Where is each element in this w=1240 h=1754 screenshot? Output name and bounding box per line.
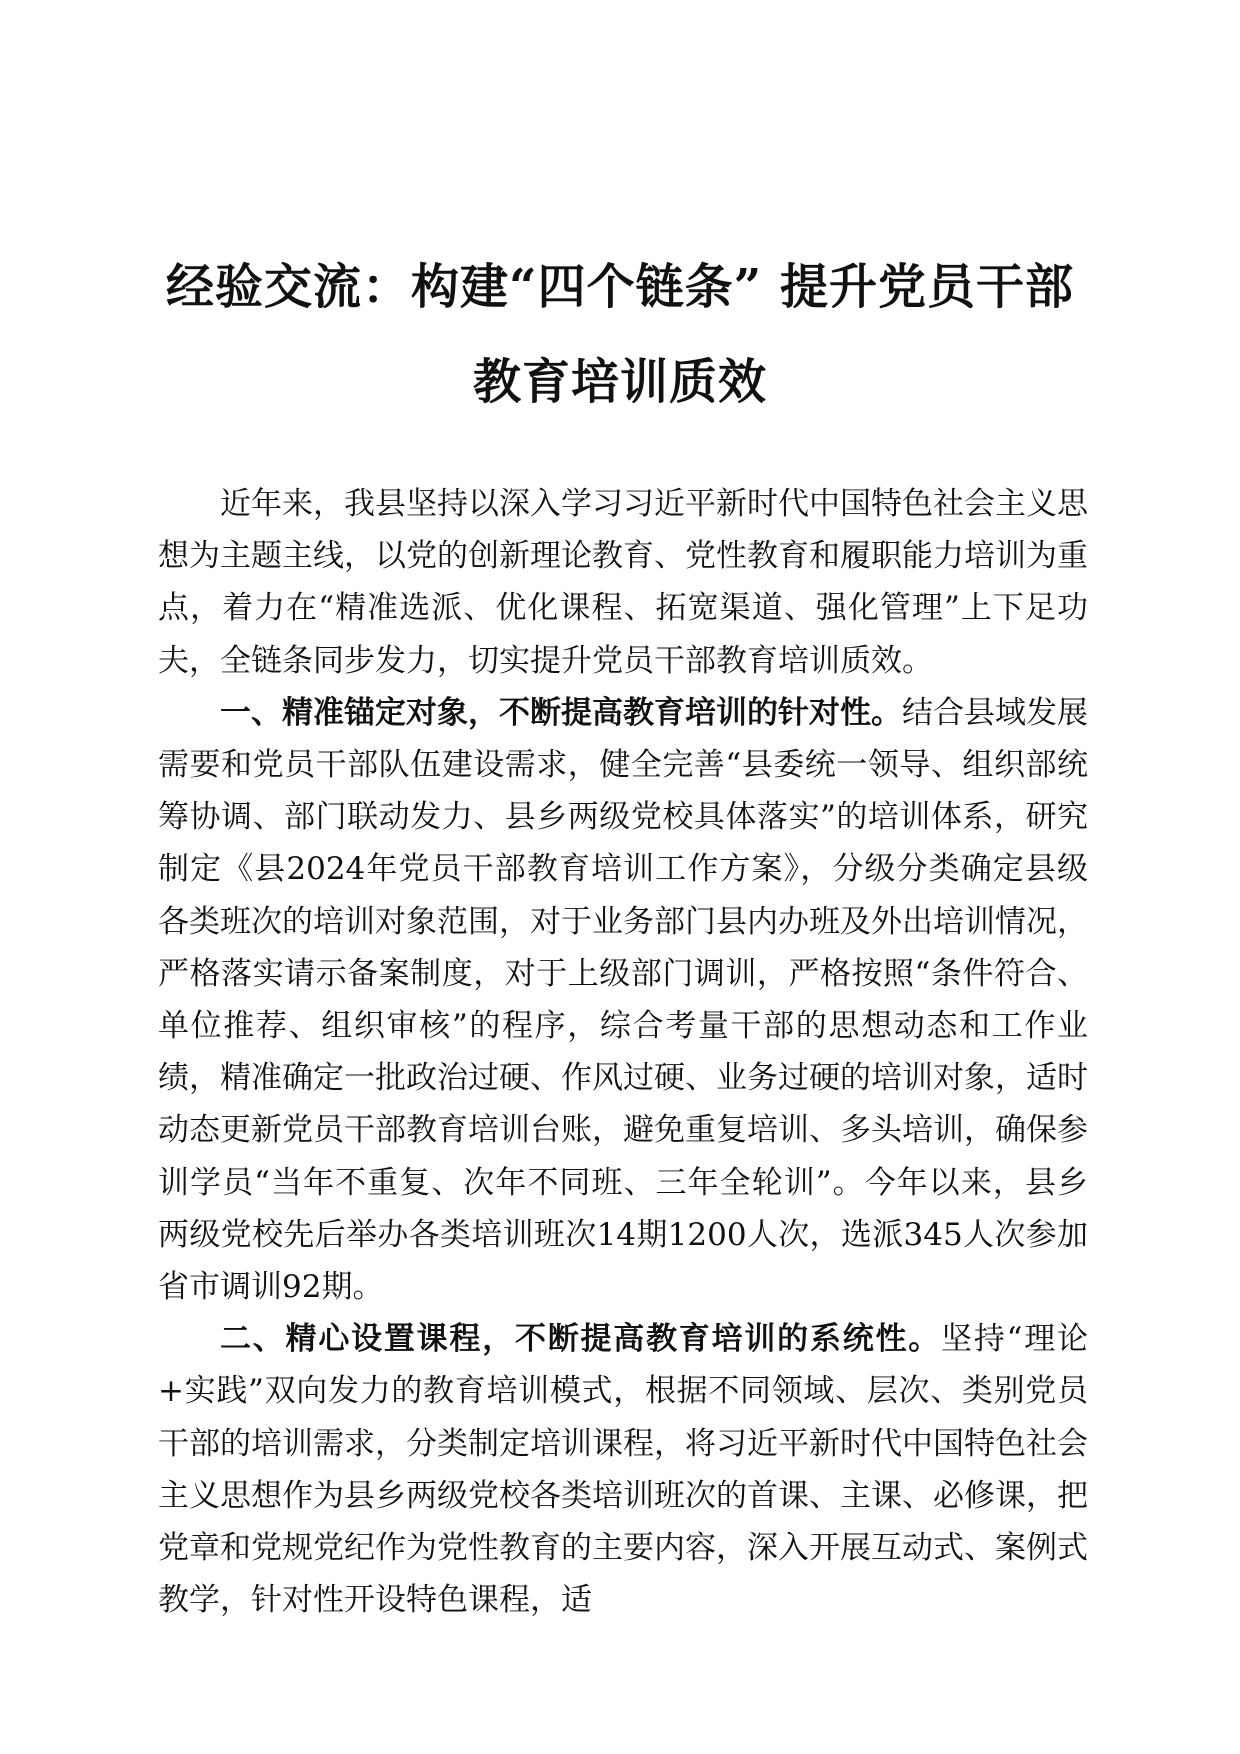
- document-body: [158, 478, 1088, 1626]
- paragraph-section-2: [158, 1313, 1088, 1626]
- document-title-line-1: 经验交流：构建“四个链条” 提升党员干部: [166, 259, 1074, 315]
- paragraph-section-1: [158, 687, 1088, 1313]
- paragraph-intro: [158, 478, 1088, 687]
- paragraph-text: 结合县域发展需要和党员干部队伍建设需求，健全完善“县委统一领导、组织部统筹协调、部门联动发力、县乡两级党校具体落实”的培训体系，研究制定《县2024年党员干部教育培训工作方案》，分级分类确定县级各类班次的培训对象范围，对于业务部门县内办班及外出培训情况，严格落实请示备案制度，对于上级部门调训，严格按照“条件符合、单位推荐、组织审核”的程序，综合考量干部的思想动态和工作业绩，精准确定一批政治过硬、作风过硬、业务过硬的培训对象，适时动态更新党员干部教育培训台账，避免重复培训、多头培训，确保参训学员“当年不重复、次年不同班、三年全轮训”。今年以来，县乡两级党校先后举办各类培训班次14期1200人次，选派345人次参加省市调训92期。: [158, 694, 1088, 1306]
- section-heading: 一、精准锚定对象，不断提高教育培训的针对性。: [220, 694, 902, 731]
- paragraph-text: 坚持“理论+实践”双向发力的教育培训模式，根据不同领域、层次、类别党员干部的培训需求，分类制定培训课程，将习近平新时代中国特色社会主义思想作为县乡两级党校各类培训班次的首课、主课、必修课，把党章和党规党纪作为党性教育的主要内容，深入开展互动式、案例式教学，针对性开设特色课程，适: [158, 1321, 1088, 1619]
- paragraph-text: 近年来，我县坚持以深入学习习近平新时代中国特色社会主义思想为主题主线，以党的创新理论教育、党性教育和履职能力培训为重点，着力在“精准选派、优化课程、拓宽渠道、强化管理”上下足功夫，全链条同步发力，切实提升党员干部教育培训质效。: [158, 486, 1088, 679]
- section-heading: 二、精心设置课程，不断提高教育培训的系统性。: [220, 1321, 942, 1358]
- document-title-line-2: 教育培训质效: [472, 354, 767, 410]
